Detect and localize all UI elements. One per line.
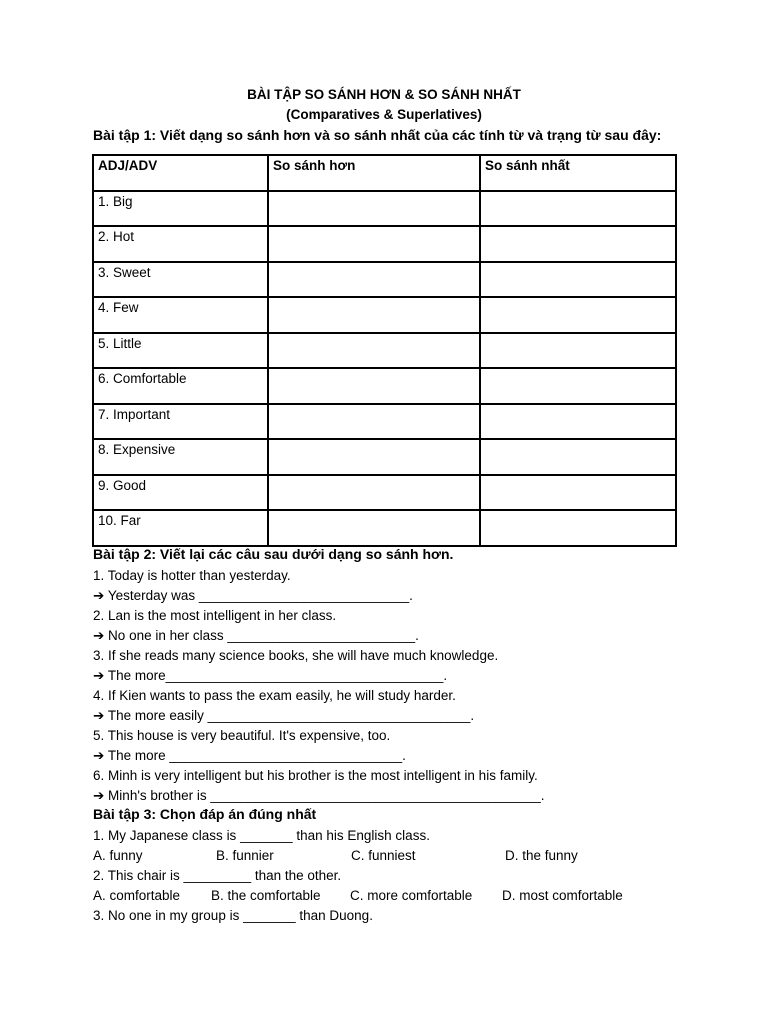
comparative-answer-cell[interactable] — [268, 226, 480, 262]
option-b[interactable]: B. the comfortable — [211, 888, 321, 903]
superlative-answer-cell[interactable] — [480, 439, 676, 475]
exercise1-table — [92, 154, 677, 547]
exercise2-heading: Bài tập 2: Viết lại các câu sau dưới dạng so sánh hơn. — [93, 546, 454, 562]
exercise3-heading: Bài tập 3: Chọn đáp án đúng nhất — [93, 806, 317, 822]
superlative-answer-cell[interactable] — [480, 226, 676, 262]
answer-options — [93, 886, 693, 906]
comparative-answer-cell[interactable] — [268, 404, 480, 440]
table-row — [93, 191, 676, 227]
option-d[interactable]: D. the funny — [505, 848, 578, 863]
exercise3-list — [93, 826, 693, 926]
table-row — [93, 510, 676, 546]
option-a[interactable]: A. funny — [93, 848, 143, 863]
comparative-answer-cell[interactable] — [268, 368, 480, 404]
exercise2-answer-line[interactable]: ➔ Yesterday was ____________________________. — [93, 588, 413, 603]
table-row — [93, 262, 676, 298]
table-row — [93, 333, 676, 369]
table-row — [93, 226, 676, 262]
exercise2-line: 5. This house is very beautiful. It's expensive, too. — [93, 728, 391, 743]
exercise2-answer-line[interactable]: ➔ The more_____________________________________. — [93, 668, 448, 683]
question-text: 1. My Japanese class is _______ than his English class. — [93, 828, 430, 843]
comparative-answer-cell[interactable] — [268, 191, 480, 227]
word-cell: 8. Expensive — [93, 439, 268, 475]
table-row — [93, 439, 676, 475]
word-cell: 4. Few — [93, 297, 268, 333]
superlative-answer-cell[interactable] — [480, 333, 676, 369]
comparative-answer-cell[interactable] — [268, 262, 480, 298]
option-c[interactable]: C. more comfortable — [350, 888, 473, 903]
answer-options — [93, 846, 693, 866]
exercise2-list — [93, 566, 545, 806]
table-row — [93, 475, 676, 511]
word-cell: 10. Far — [93, 510, 268, 546]
table-row — [93, 404, 676, 440]
table-row — [93, 297, 676, 333]
question-text: 3. No one in my group is _______ than Duong. — [93, 908, 373, 923]
column-header: So sánh hơn — [268, 155, 480, 191]
column-header: So sánh nhất — [480, 155, 676, 191]
option-d[interactable]: D. most comfortable — [502, 888, 623, 903]
word-cell: 6. Comfortable — [93, 368, 268, 404]
comparative-answer-cell[interactable] — [268, 333, 480, 369]
exercise2-line: 2. Lan is the most intelligent in her class. — [93, 608, 337, 623]
exercise2-answer-line[interactable]: ➔ The more _______________________________. — [93, 748, 406, 763]
exercise2-line: 1. Today is hotter than yesterday. — [93, 568, 291, 583]
word-cell: 5. Little — [93, 333, 268, 369]
option-a[interactable]: A. comfortable — [93, 888, 181, 903]
superlative-answer-cell[interactable] — [480, 262, 676, 298]
comparative-answer-cell[interactable] — [268, 439, 480, 475]
superlative-answer-cell[interactable] — [480, 475, 676, 511]
superlative-answer-cell[interactable] — [480, 404, 676, 440]
exercise2-answer-line[interactable]: ➔ The more easily ___________________________________. — [93, 708, 475, 723]
comparative-answer-cell[interactable] — [268, 297, 480, 333]
exercise2-line: 3. If she reads many science books, she will have much knowledge. — [93, 648, 499, 663]
exercise2-answer-line[interactable]: ➔ Minh's brother is ____________________________________________. — [93, 788, 545, 803]
exercise2-line: 6. Minh is very intelligent but his brother is the most intelligent in his family. — [93, 768, 538, 783]
superlative-answer-cell[interactable] — [480, 297, 676, 333]
superlative-answer-cell[interactable] — [480, 191, 676, 227]
table-header-row — [93, 155, 676, 191]
comparative-answer-cell[interactable] — [268, 510, 480, 546]
option-b[interactable]: B. funnier — [216, 848, 274, 863]
page-subtitle: (Comparatives & Superlatives) — [286, 107, 482, 122]
table-row — [93, 368, 676, 404]
superlative-answer-cell[interactable] — [480, 510, 676, 546]
word-cell: 7. Important — [93, 404, 268, 440]
column-header: ADJ/ADV — [93, 155, 268, 191]
word-cell: 3. Sweet — [93, 262, 268, 298]
question-text: 2. This chair is _________ than the other. — [93, 868, 342, 883]
word-cell: 2. Hot — [93, 226, 268, 262]
option-c[interactable]: C. funniest — [351, 848, 416, 863]
superlative-answer-cell[interactable] — [480, 368, 676, 404]
exercise1-heading: Bài tập 1: Viết dạng so sánh hơn và so sánh nhất của các tính từ và trạng từ sau đây: — [93, 127, 662, 143]
page-title: BÀI TẬP SO SÁNH HƠN & SO SÁNH NHẤT — [247, 87, 521, 102]
exercise2-answer-line[interactable]: ➔ No one in her class _________________________. — [93, 628, 419, 643]
comparative-answer-cell[interactable] — [268, 475, 480, 511]
exercise2-line: 4. If Kien wants to pass the exam easily, he will study harder. — [93, 688, 456, 703]
word-cell: 1. Big — [93, 191, 268, 227]
word-cell: 9. Good — [93, 475, 268, 511]
